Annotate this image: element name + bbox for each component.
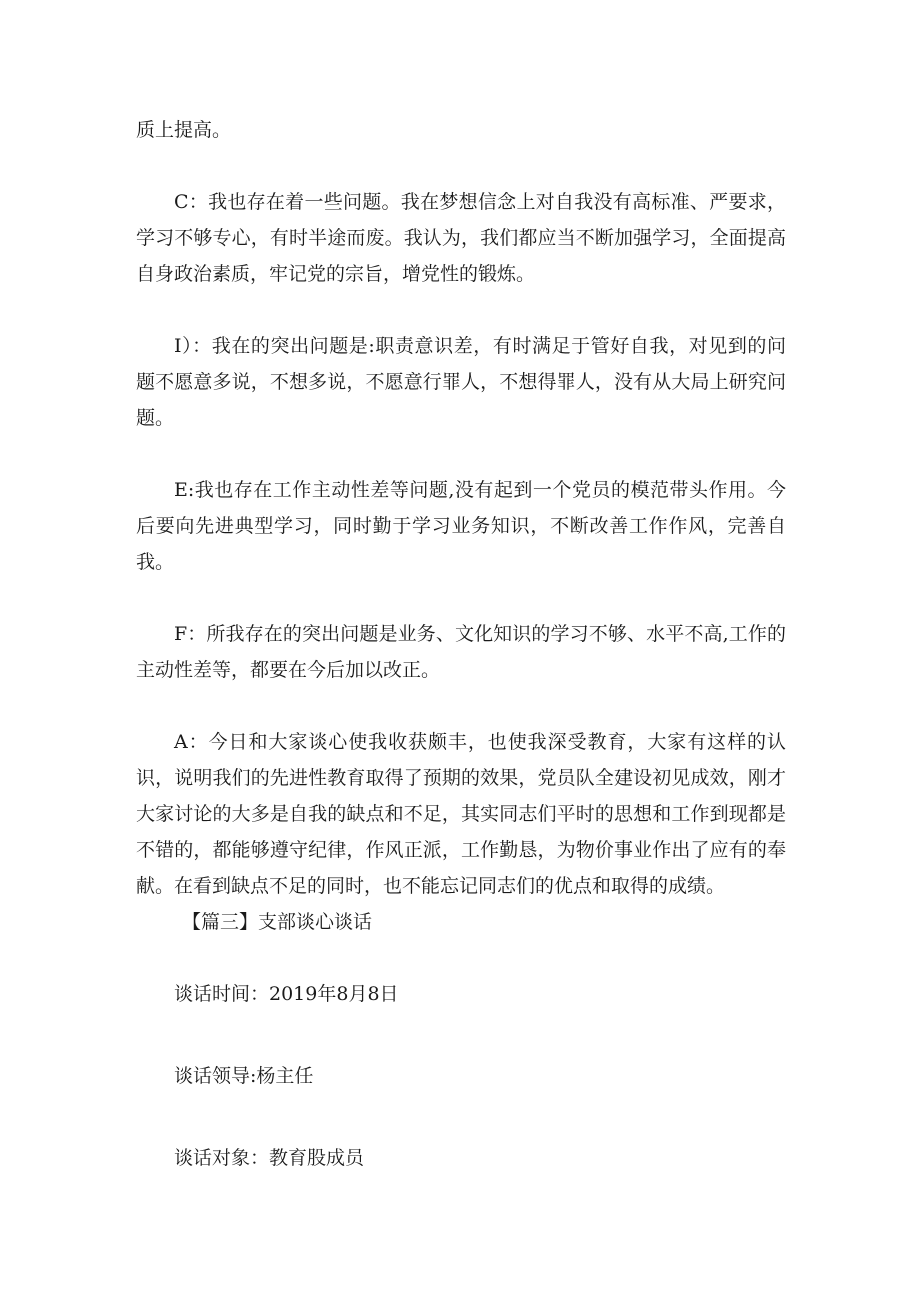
meta-talk-leader: 谈话领导:杨主任 (174, 1065, 314, 1087)
paragraph-e: E:我也存在工作主动性差等问题,没有起到一个党员的模范带头作用。今后要向先进典型学习，同时勤于学习业务知识，不断改善工作作风，完善自我。 (136, 479, 786, 573)
paragraph-f: F：所我存在的突出问题是业务、文化知识的学习不够、水平不高,工作的主动性差等，都要在今后加以改正。 (136, 623, 786, 681)
paragraph-d: I）：我在的突出问题是:职责意识差，有时满足于管好自我，对见到的问题不愿意多说，不想多说，不愿意行罪人，不想得罪人，没有从大局上研究问题。 (136, 335, 786, 429)
paragraph-a: A：今日和大家谈心使我收获颇丰，也使我深受教育，大家有这样的认识，说明我们的先进性教育取得了预期的效果，党员队全建设初见成效，刚才大家讨论的大多是自我的缺点和不足，其实同志们平时的思想和工作到现都是不错的，都能够遵守纪律，作风正派，工作勤恳，为物价事业作出了应有的奉献。在看到缺点不足的同时，也不能忘记同志们的优点和取得的成绩。 (136, 731, 786, 897)
meta-talk-time: 谈话时间：2019年8月8日 (174, 983, 399, 1005)
paragraph-continuation: 质上提高。 (136, 119, 232, 141)
section-heading: 【篇三】支部谈心谈话 (182, 911, 373, 933)
meta-talk-audience: 谈话对象：教育股成员 (174, 1147, 365, 1169)
document-body (136, 112, 786, 1176)
paragraph-c: C：我也存在着一些问题。我在梦想信念上对自我没有高标准、严要求，学习不够专心，有时半途而废。我认为，我们都应当不断加强学习，全面提高自身政治素质，牢记党的宗旨，增党性的锻炼。 (136, 191, 786, 285)
